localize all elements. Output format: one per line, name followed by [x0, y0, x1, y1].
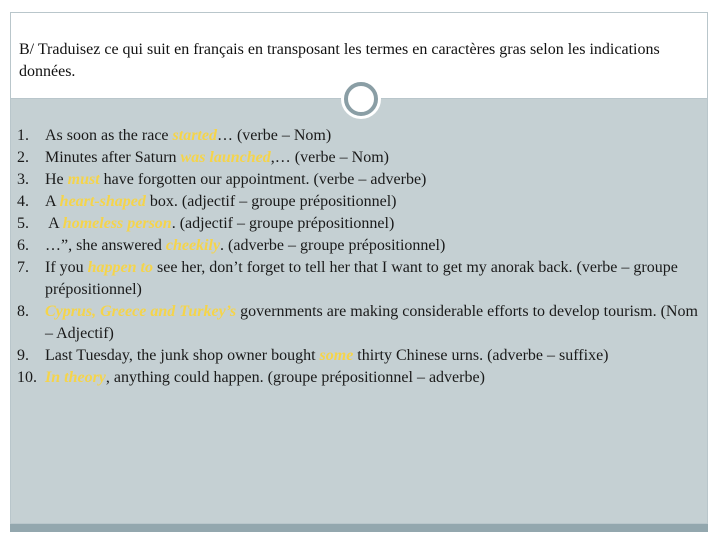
instruction-text: B/ Traduisez ce qui suit en français en transposant les termes en caractères gras selon les indications données. [19, 41, 660, 80]
list-item [17, 235, 705, 257]
item-number: 4. [17, 193, 29, 210]
highlighted-term: Cyprus, Greece and Turkey’s [45, 303, 237, 320]
item-body [45, 191, 705, 213]
item-number: 3. [17, 171, 29, 188]
highlighted-term: was launched [180, 149, 271, 166]
list-item [17, 191, 705, 213]
highlighted-term: must [67, 171, 100, 188]
highlighted-term: homeless person [62, 215, 172, 232]
list-item [17, 125, 705, 147]
slide-frame [10, 12, 708, 524]
highlighted-term: heart-shaped [59, 193, 146, 210]
item-number: 2. [17, 149, 29, 166]
item-number: 8. [17, 303, 29, 320]
item-text-pre: Minutes after Saturn [45, 149, 181, 166]
list-item [17, 345, 705, 367]
item-body [45, 235, 705, 257]
item-text-post: … (verbe – Nom) [216, 127, 332, 144]
list-item [17, 169, 705, 191]
item-number: 1. [17, 127, 29, 144]
item-text-pre: He [45, 171, 68, 188]
item-text-post: . (adverbe – groupe prépositionnel) [220, 237, 446, 254]
item-number: 10. [17, 369, 37, 386]
highlighted-term: cheekily [165, 237, 221, 254]
item-body [45, 345, 705, 367]
list-item [17, 147, 705, 169]
ring-ornament [341, 79, 381, 119]
item-text-pre: Last Tuesday, the junk shop owner bought [45, 347, 320, 364]
highlighted-term: some [319, 347, 354, 364]
list-item [17, 301, 705, 345]
item-body [45, 213, 705, 235]
item-text-post: governments are making considerable efforts to develop tourism. (Nom – Adjectif) [45, 303, 698, 342]
list-item [17, 213, 705, 235]
item-number: 7. [17, 259, 29, 276]
item-text-pre: …”, she answered [45, 237, 166, 254]
list-item [17, 257, 705, 301]
highlighted-term: In theory [45, 369, 106, 386]
item-text-post: have forgotten our appointment. (verbe – adverbe) [99, 171, 427, 188]
item-text-post: , anything could happen. (groupe prépositionnel – adverbe) [105, 369, 485, 386]
item-text-post: thirty Chinese urns. (adverbe – suffixe) [353, 347, 609, 364]
item-text-post: see her, don’t forget to tell her that I want to get my anorak back. (verbe – groupe prépositionnel) [45, 259, 678, 298]
item-body [45, 301, 705, 345]
item-text-pre: As soon as the race [45, 127, 173, 144]
item-text-pre: A [45, 193, 60, 210]
item-number: 5. [17, 215, 29, 232]
item-text-post: box. (adjectif – groupe prépositionnel) [145, 193, 397, 210]
item-text-post: ,… (verbe – Nom) [270, 149, 389, 166]
item-number: 6. [17, 237, 29, 254]
item-body [45, 367, 705, 389]
item-body [45, 147, 705, 169]
item-text-pre: If you [45, 259, 88, 276]
bottom-accent-bar [10, 524, 708, 532]
highlighted-term: started [172, 127, 217, 144]
item-text-post: . (adjectif – groupe prépositionnel) [171, 215, 395, 232]
item-body [45, 125, 705, 147]
list-item [17, 367, 705, 389]
item-body [45, 257, 705, 301]
item-body [45, 169, 705, 191]
exercise-list [17, 125, 705, 389]
item-text-pre: A [45, 215, 63, 232]
item-number: 9. [17, 347, 29, 364]
highlighted-term: happen to [87, 259, 153, 276]
